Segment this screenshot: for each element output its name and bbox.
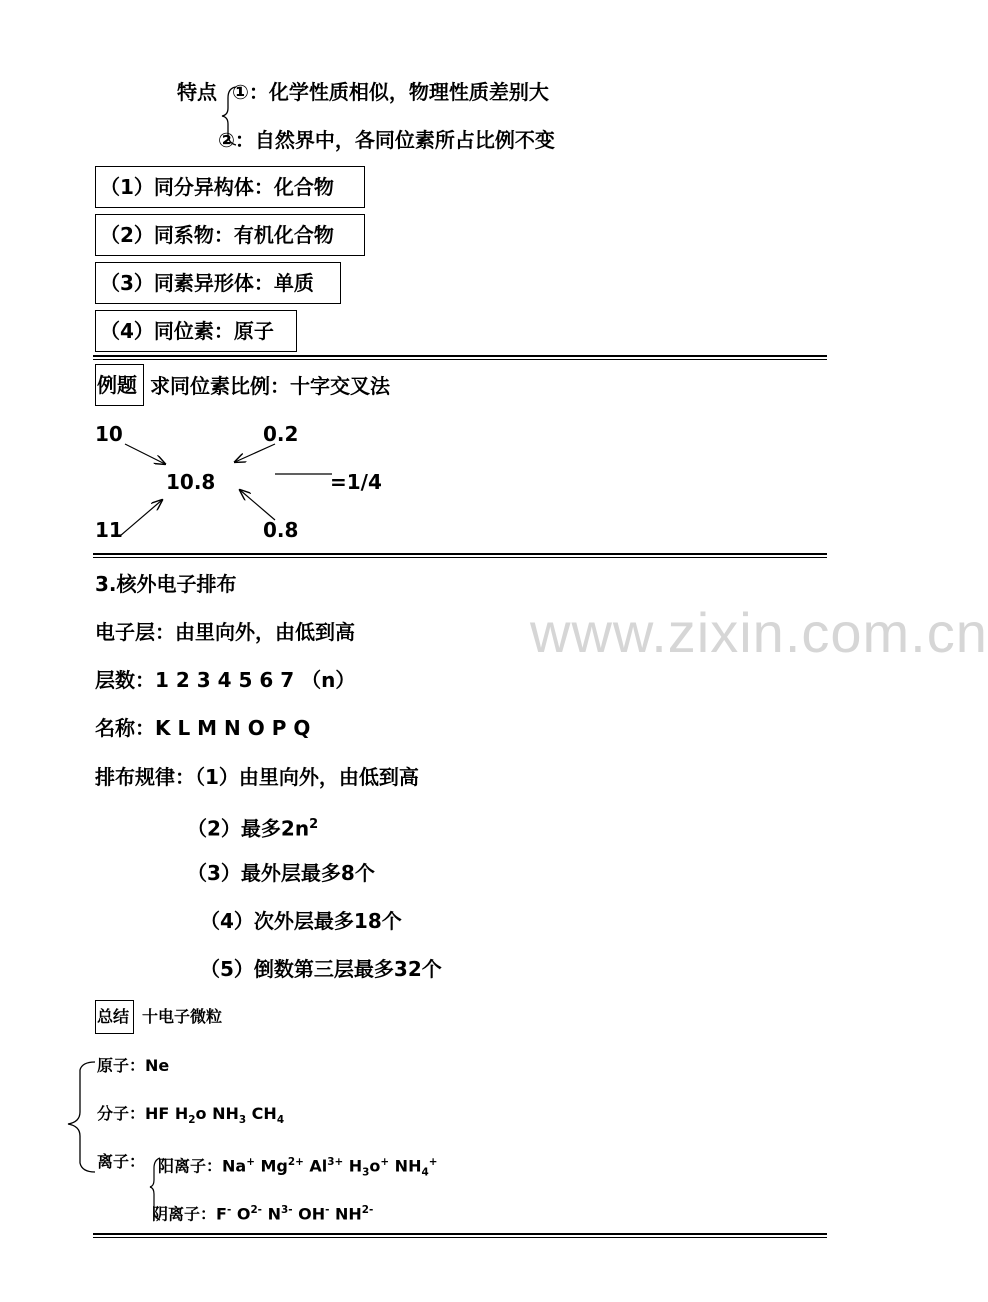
ion-label: 离子：: [97, 1152, 146, 1171]
rule-3: （3）最外层最多8个: [187, 861, 375, 885]
anion-label: 阴离子：: [152, 1204, 217, 1224]
arrow-bottom-left: [120, 500, 162, 536]
example-text: 求同位素比例：十字交叉法: [150, 374, 390, 398]
example-tag: 例题: [97, 373, 137, 397]
rule-2-sup: 2: [309, 817, 319, 832]
rule-4: （4）次外层最多18个: [200, 909, 402, 933]
cross-bottom-right: 0.8: [263, 518, 299, 542]
arrow-bottom-right: [240, 490, 275, 520]
features-label: 特点: [177, 80, 217, 104]
concept-text-1: （1）同分异构体：化合物: [100, 175, 334, 199]
rule-2-text: （2）最多2n: [187, 816, 310, 841]
cross-top-left: 10: [95, 422, 123, 446]
cross-center: 10.8: [166, 470, 216, 494]
summary-brace: [68, 1062, 95, 1172]
feature-item-2: ②：自然界中，各同位素所占比例不变: [218, 128, 555, 152]
ion-brace: [150, 1158, 160, 1220]
summary-tag: 总结: [97, 1007, 130, 1026]
arrow-top-left: [125, 444, 165, 464]
feature-item-1: ①：化学性质相似，物理性质差别大: [232, 80, 549, 104]
features-brace: [222, 87, 236, 145]
rule-5: （5）倒数第三层最多32个: [200, 957, 442, 981]
molecule-line: 分子：HF $H_2o$ $NH_3$ $CH_4$: [97, 1104, 285, 1127]
cross-top-right: 0.2: [263, 422, 299, 446]
atom-line: 原子：Ne: [97, 1056, 170, 1075]
molecule-label: 分子：: [97, 1104, 146, 1123]
cross-bottom-left: 11: [95, 518, 123, 542]
section-title: 3.核外电子排布: [95, 572, 237, 596]
summary-title: 十电子微粒: [142, 1007, 223, 1026]
concept-text-3: （3）同素异形体：单质: [100, 271, 314, 295]
cross-result: =1/4: [330, 470, 382, 494]
rules-label: 排布规律：（1）由里向外，由低到高: [95, 765, 419, 789]
concept-text-2: （2）同系物：有机化合物: [100, 223, 334, 247]
layer-names-text: 名称：K L M N O P Q: [95, 716, 311, 740]
watermark: www.zixin.com.cn: [530, 601, 988, 664]
cation-line: 阳离子：Na+ $Mg^{2+}$ $Al^{3+}$ $H_3o^+$ $NH_4^+$: [158, 1156, 438, 1179]
anion-line: 阴离子：F- $O^{2-}$ $N^{3-}$ OH- $NH^{2-}$: [152, 1204, 374, 1224]
cation-label: 阳离子：: [158, 1156, 223, 1176]
concept-text-4: （4）同位素：原子: [100, 319, 274, 343]
arrow-top-right: [235, 444, 275, 462]
layers-text: 电子层：由里向外，由低到高: [95, 620, 355, 644]
layer-count-text: 层数：1 2 3 4 5 6 7 （n）: [95, 668, 356, 692]
